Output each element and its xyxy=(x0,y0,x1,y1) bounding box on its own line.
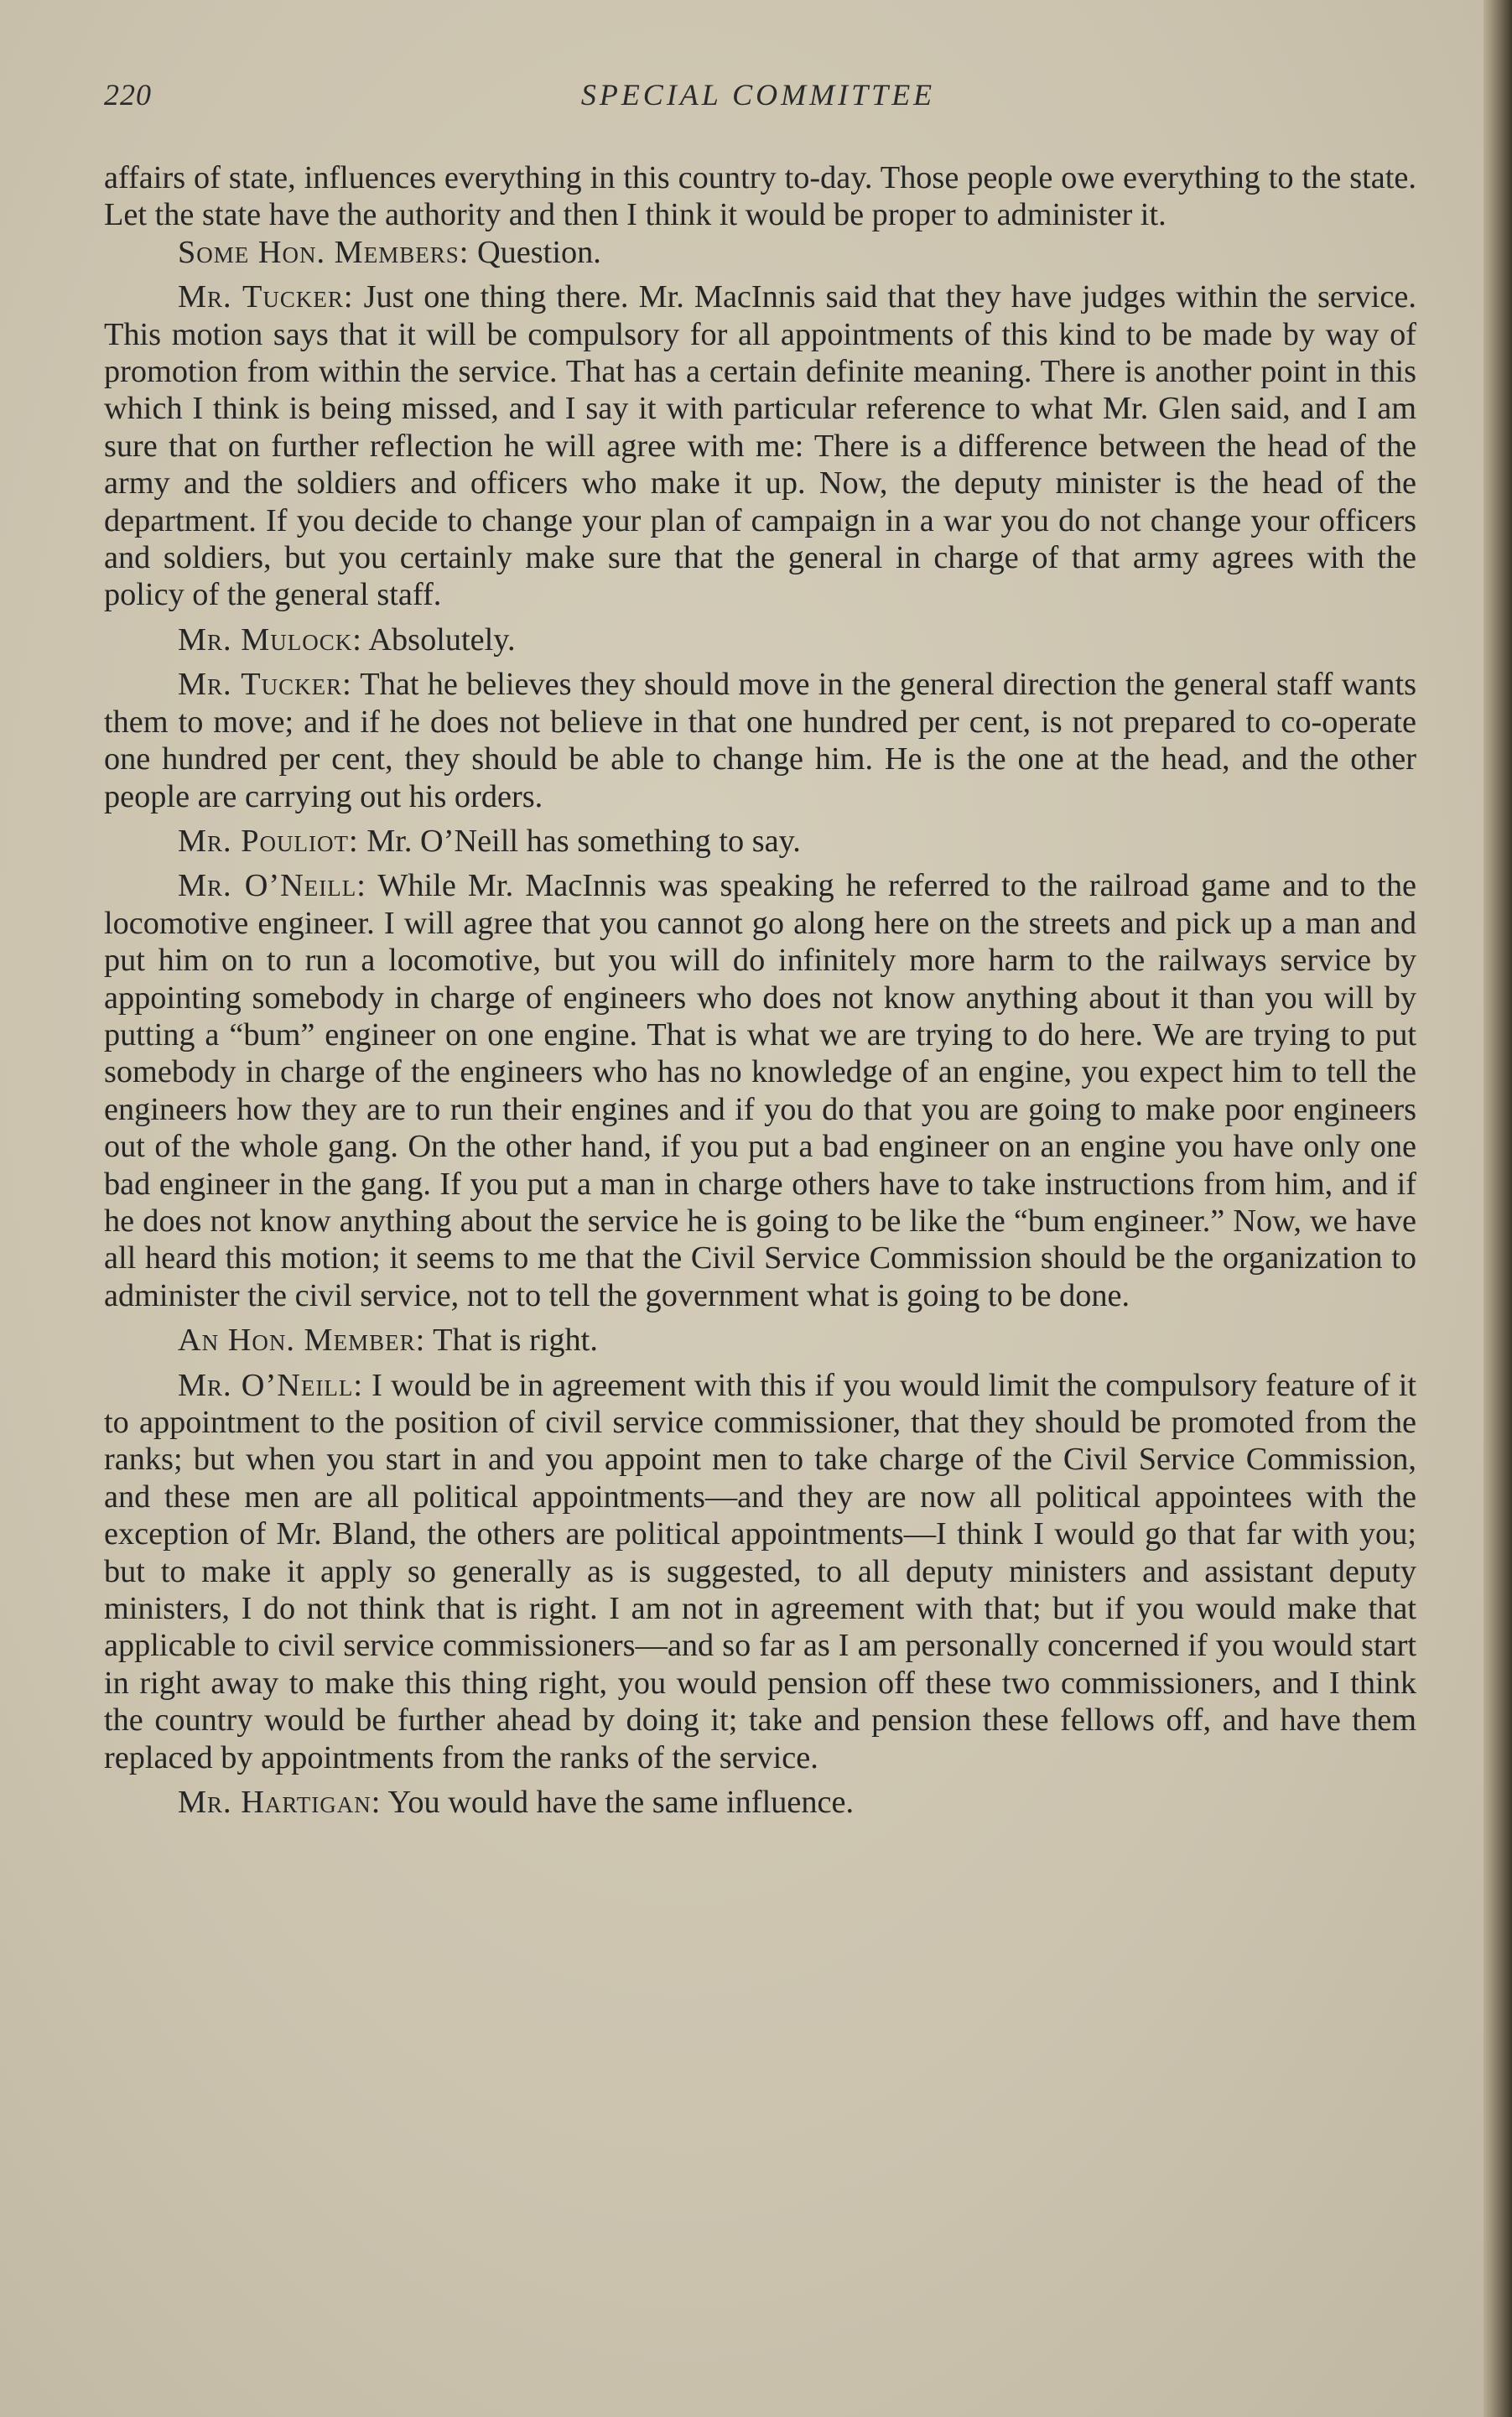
speaker-name: Mr. O’Neill: xyxy=(178,1367,363,1403)
running-title: SPECIAL COMMITTEE xyxy=(580,78,936,112)
paragraph-text: Mr. O’Neill has something to say. xyxy=(358,823,801,859)
paragraph-text: That he believes they should move in the general direction the general staff wants them to move; and if he does not believe in that one hundred per cent, is not prepared to co-operate one hundred per cent, they should be able to change him. He is the one at the head, and the other people are carrying out his orders. xyxy=(104,667,1416,814)
paragraph-text: I would be in agreement with this if you would limit the compulsory feature of it to appointment to the position of civil service commissioner, that they should be promoted from the ranks; but when you start in and you appoint men to take charge of the Civil Service Commission, and these men are all political appointments—and they are now all political appointees with the exception of Mr. Bland, the others are political appointments—I think I would go that far with you; but to make it apply so generally as is suggested, to all deputy ministers and assistant deputy ministers, I do not think that is right. I am not in agreement with that; but if you would make that applicable to civil service commissioners—and so far as I am personally concerned if you would start in right away to make this thing right, you would pension off these two commissioners, and I think the country would be further ahead by doing it; take and pension these fellows off, and have them replaced by appointments from the ranks of the service. xyxy=(104,1367,1416,1775)
paragraph-text: You would have the same influence. xyxy=(381,1785,855,1821)
page-edge xyxy=(1483,0,1512,2417)
speaker-name: Mr. Tucker: xyxy=(178,279,354,315)
page-number: 220 xyxy=(104,78,152,112)
speaker-name: Mr. Mulock: xyxy=(178,621,362,658)
paragraph xyxy=(104,278,1416,614)
paragraph xyxy=(104,621,1416,658)
page-header xyxy=(104,77,1412,127)
speaker-name: Some Hon. Members: xyxy=(178,234,470,270)
paragraph-text: affairs of state, influences everything in this country to-day. Those people owe everything to the state. Let the state have the authority and then I think it would be proper to administer it. xyxy=(104,160,1416,233)
speaker-name: Mr. Hartigan: xyxy=(178,1785,382,1821)
speaker-name: An Hon. Member: xyxy=(178,1323,426,1359)
paragraph xyxy=(104,159,1416,234)
paragraph xyxy=(104,1367,1416,1776)
speaker-name: Mr. O’Neill: xyxy=(178,868,366,904)
paragraph xyxy=(104,666,1416,815)
paragraph-text: Question. xyxy=(469,234,601,270)
speaker-name: Mr. Tucker: xyxy=(178,667,352,703)
paragraph xyxy=(104,867,1416,1314)
paragraph xyxy=(104,1322,1416,1359)
paragraph-text: Absolutely. xyxy=(361,621,516,658)
paragraph-text: That is right. xyxy=(425,1323,598,1359)
transcript-body xyxy=(104,159,1416,1821)
paragraph xyxy=(104,234,1416,271)
paragraph xyxy=(104,1784,1416,1821)
paragraph-text: While Mr. MacInnis was speaking he referred to the railroad game and to the locomotive engineer. I will agree that you cannot go along here on the streets and pick up a man and put him on to run a locomotive, but you will do infinitely more harm to the railways service by appointing somebody in charge of engineers who does not know anything about it than you will by putting a “bum” engineer on one engine. That is what we are trying to do here. We are trying to put somebody in charge of the engineers who has no knowledge of an engine, you expect him to tell the engineers how they are to run their engines and if you do that you are going to make poor engineers out of the whole gang. On the other hand, if you put a bad engineer on an engine you have only one bad engineer in the gang. If you put a man in charge others have to take instructions from him, and if he does not know anything about the service he is going to be like the “bum engineer.” Now, we have all heard this motion; it seems to me that the Civil Service Commission should be the organization to administer the civil service, not to tell the government what is going to be done. xyxy=(104,868,1416,1313)
paragraph xyxy=(104,823,1416,860)
speaker-name: Mr. Pouliot: xyxy=(178,823,359,859)
paragraph-text: Just one thing there. Mr. MacInnis said that they have judges within the service. This motion says that it will be compulsory for all appointments of this kind to be made by way of promotion from within the service. That has a certain definite meaning. There is another point in this which I think is being missed, and I say it with particular reference to what Mr. Glen said, and I am sure that on further reflection he will agree with me: There is a difference between the head of the army and the soldiers and officers who make it up. Now, the deputy minister is the head of the department. If you decide to change your plan of campaign in a war you do not change your officers and soldiers, but you certainly make sure that the general in charge of that army agrees with the policy of the general staff. xyxy=(104,279,1416,613)
